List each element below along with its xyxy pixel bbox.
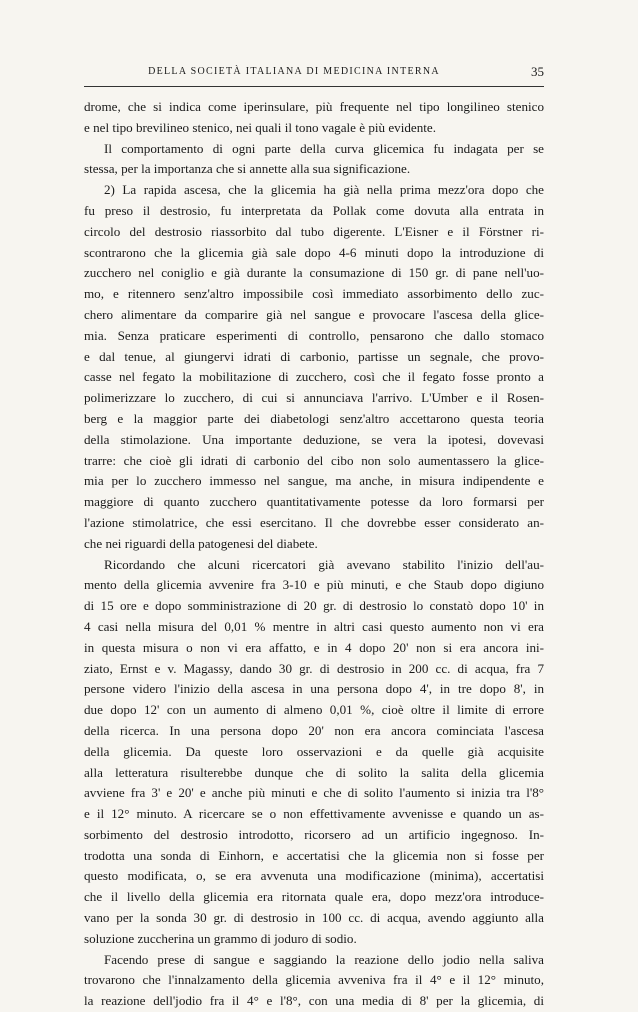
text-line: berg e la maggior parte dei diabetologi senz'altro accettarono questa teoria: [84, 410, 544, 426]
text-line: 2) La rapida ascesa, che la glicemia ha già nella prima mezz'ora dopo che: [104, 182, 544, 198]
text-line: Il comportamento di ogni parte della curva glicemica fu indagata per se: [104, 140, 544, 156]
text-line: ziato, Ernst e v. Magassy, dando 30 gr. di destrosio in 200 cc. di acqua, fra 7: [84, 660, 544, 676]
text-line: questo modificata, o, se era avvenuta una modificazione (minima), accertatisi: [84, 868, 544, 884]
text-line: Ricordando che alcuni ricercatori già avevano stabilito l'inizio dell'au-: [104, 556, 544, 572]
text-line: in questa misura o non vi era affatto, e in 4 dopo 20' non si era ancora ini-: [84, 639, 544, 655]
header-rule: [84, 86, 544, 87]
text-line: della glicemia. Da queste loro osservazioni e da quelle già acquisite: [84, 743, 544, 759]
text-line: polimerizzare lo zucchero, di cui si annunciava l'arrivo. L'Umber e il Rosen-: [84, 390, 544, 406]
text-line: sorbimento del destrosio introdotto, ricorsero ad un artificio ingegnoso. In-: [84, 826, 544, 842]
text-line: e il 12° minuto. A ricercare se o non effettivamente avvenisse e quando un as-: [84, 806, 544, 822]
text-line: drome, che si indica come iperinsulare, più frequente nel tipo longilineo stenico: [84, 99, 544, 114]
text-line: della ricerca. In una persona dopo 20' non era ancora cominciata l'ascesa: [84, 722, 544, 738]
text-line: Facendo prese di sangue e saggiando la reazione dello jodio nella saliva: [104, 951, 544, 967]
text-line: trovarono che l'innalzamento della glicemia avveniva fra il 4° e il 12° minuto,: [84, 972, 544, 988]
text-line: soluzione zuccherina un grammo di joduro di sodio.: [84, 930, 357, 946]
running-title: DELLA SOCIETÀ ITALIANA DI MEDICINA INTERNA: [148, 66, 440, 77]
text-line: 4 casi nella misura del 0,01 % mentre in altri casi questo aumento non vi era: [84, 618, 544, 634]
text-line: stessa, per la importanza che si annette alla sua significazione.: [84, 161, 411, 177]
text-line: mento della glicemia avvenire fra 3-10 e più minuti, e che Staub dopo digiuno: [84, 577, 544, 593]
text-line: e nel tipo brevilineo stenico, nei quali il tono vagale è più evidente.: [84, 119, 436, 135]
text-line: trarre: che cioè gli idrati di carbonio del cibo non solo aumentassero la glice-: [84, 452, 544, 468]
text-line: maggiore di quanto zucchero quantitativamente potesse da loro formarsi per: [84, 494, 544, 510]
text-line: persone videro l'inizio della ascesa in una persona dopo 4', in tre dopo 8', in: [84, 681, 544, 697]
text-line: due dopo 12' con un aumento di almeno 0,01 %, cioè oltre il limite di errore: [84, 702, 544, 718]
page-number: 35: [531, 64, 544, 79]
text-line: casse nel fegato la mobilitazione di zucchero, così che il fegato fosse pronto a: [84, 369, 544, 385]
text-line: che nei riguardi della patogenesi del diabete.: [84, 535, 318, 551]
page-header: [84, 64, 544, 80]
text-line: e dal tenue, al giungervi idrati di carbonio, partisse un segnale, che provo-: [84, 348, 544, 364]
text-line: di 15 ore e dopo somministrazione di 20 gr. di destrosio lo constatò dopo 10' in: [84, 598, 544, 614]
text-line: mia per lo zucchero immesso nel sangue, ma anche, in misura indipendente e: [84, 473, 544, 489]
text-line: circolo del destrosio riassorbito dal tubo digerente. L'Eisner e il Förstner ri-: [84, 223, 544, 239]
text-line: la reazione dell'jodio fra il 4° e l'8°, con una media di 8' per la glicemia, di: [84, 993, 544, 1009]
text-line: l'azione stimolatrice, che essi esercitano. Il che dovrebbe esser considerato an-: [84, 514, 544, 530]
text-line: trodotta una sonda di Einhorn, e accertatisi che la glicemia non si fosse per: [84, 847, 544, 863]
text-line: che il livello della glicemia era ritornata quale era, dopo mezz'ora introduce-: [84, 889, 544, 905]
text-line: chero alimentare da comparire già nel sangue e provocare l'ascesa della glice-: [84, 306, 544, 322]
text-line: mia. Senza praticare esperimenti di controllo, pensarono che dallo stomaco: [84, 327, 544, 343]
text-line: della stimolazione. Una importante deduzione, se vera la ipotesi, dovevasi: [84, 431, 544, 447]
text-line: vano per la sonda 30 gr. di destrosio in 100 cc. di acqua, avendo aggiunto alla: [84, 910, 544, 926]
text-line: alla letteratura risulterebbe dunque che di solito la salita della glicemia: [84, 764, 544, 780]
text-line: avviene fra 3' e 20' e anche più minuti e che di solito l'aumento si inizia tra l'8°: [84, 785, 544, 801]
text-line: scontrarono che la glicemia già sale dopo 4-6 minuti dopo la introduzione di: [84, 244, 544, 260]
text-line: zucchero nel coniglio e già durante la consumazione di 150 gr. di pane nell'uo-: [84, 265, 544, 281]
text-line: fu preso il destrosio, fu interpretata da Pollak come dovuta alla entrata in: [84, 202, 544, 218]
body-text: [84, 97, 544, 1012]
text-line: mo, e ritennero senz'altro impossibile così immediato assorbimento dello zuc-: [84, 286, 544, 302]
